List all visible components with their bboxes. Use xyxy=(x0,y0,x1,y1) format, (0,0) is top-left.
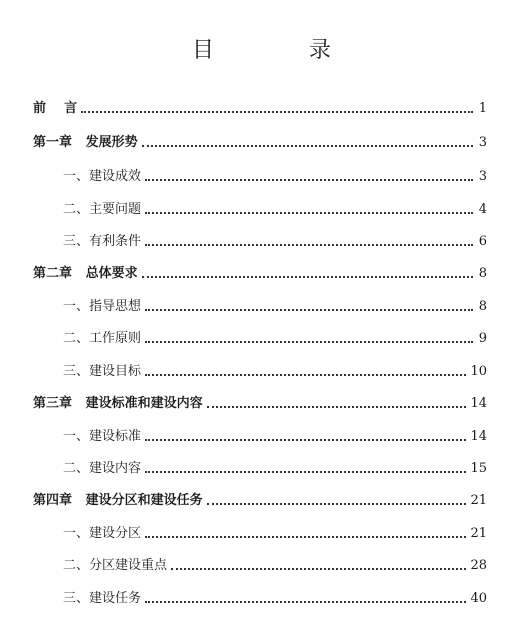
toc-leader-dots xyxy=(145,536,466,538)
toc-entry-page: 1 xyxy=(478,101,487,116)
toc-entry-title: 三、建设任务 xyxy=(63,591,142,606)
toc-entry[interactable] xyxy=(33,261,487,283)
toc-entry-title: 一、建设标准 xyxy=(63,429,142,444)
toc-entry[interactable] xyxy=(33,488,487,510)
toc-entry-page: 15 xyxy=(470,461,487,476)
toc-leader-dots xyxy=(145,471,466,473)
toc-entry-page: 4 xyxy=(478,202,487,217)
toc-entry[interactable] xyxy=(63,553,487,575)
toc-entry[interactable] xyxy=(63,326,487,348)
toc-leader-dots xyxy=(207,406,467,408)
toc-entry-page: 10 xyxy=(470,364,487,379)
toc-leader-dots xyxy=(145,341,473,343)
toc-entry-page: 3 xyxy=(478,135,487,150)
toc-entry[interactable] xyxy=(63,586,487,608)
toc-entry-title: 二、分区建设重点 xyxy=(63,558,168,573)
toc-entry-title: 三、有利条件 xyxy=(63,234,142,249)
toc-leader-dots xyxy=(81,111,473,113)
toc-entry-title: 二、建设内容 xyxy=(63,461,142,476)
toc-entry-page: 8 xyxy=(478,266,487,281)
toc-leader-dots xyxy=(142,276,473,278)
toc-entry-title: 一、指导思想 xyxy=(63,299,142,314)
toc-entry[interactable] xyxy=(33,391,487,413)
toc-entry-title: 三、建设目标 xyxy=(63,364,142,379)
toc-entry[interactable] xyxy=(63,197,487,219)
toc-entry-page: 21 xyxy=(470,526,487,541)
toc-entry[interactable] xyxy=(63,424,487,446)
toc-entry[interactable] xyxy=(33,96,487,118)
toc-entry-title: 前 言 xyxy=(33,101,78,116)
toc-entry-page: 21 xyxy=(470,493,487,508)
toc-leader-dots xyxy=(145,244,473,246)
toc-leader-dots xyxy=(145,309,473,311)
toc-entry[interactable] xyxy=(63,521,487,543)
toc-entry-page: 28 xyxy=(470,558,487,573)
toc-entry-title: 一、建设分区 xyxy=(63,526,142,541)
toc-entry-title: 二、主要问题 xyxy=(63,202,142,217)
toc-entry-page: 14 xyxy=(470,429,487,444)
toc-entry[interactable] xyxy=(63,294,487,316)
toc-entry[interactable] xyxy=(63,229,487,251)
toc-entry-title: 二、工作原则 xyxy=(63,331,142,346)
toc-entry-page: 3 xyxy=(478,169,487,184)
toc-entry[interactable] xyxy=(63,359,487,381)
toc-entry[interactable] xyxy=(33,130,487,152)
toc-entry-page: 14 xyxy=(470,396,487,411)
toc-entry-title: 第四章 建设分区和建设任务 xyxy=(33,493,203,508)
toc-entry-title: 第三章 建设标准和建设内容 xyxy=(33,396,203,411)
toc-entry-page: 6 xyxy=(478,234,487,249)
toc-leader-dots xyxy=(145,439,466,441)
toc-leader-dots xyxy=(207,503,467,505)
toc-leader-dots xyxy=(171,568,466,570)
toc-leader-dots xyxy=(145,212,473,214)
toc-entry-title: 第二章 总体要求 xyxy=(33,266,138,281)
toc-leader-dots xyxy=(145,601,466,603)
page-title: 目 录 xyxy=(192,38,375,63)
toc-entry[interactable] xyxy=(63,456,487,478)
toc-leader-dots xyxy=(145,374,466,376)
toc-leader-dots xyxy=(142,145,473,147)
toc-entry-title: 一、建设成效 xyxy=(63,169,142,184)
toc-leader-dots xyxy=(145,179,473,181)
toc-entry-title: 第一章 发展形势 xyxy=(33,135,138,150)
toc-entry[interactable] xyxy=(63,164,487,186)
toc-entry-page: 40 xyxy=(470,591,487,606)
toc-entry-page: 8 xyxy=(478,299,487,314)
toc-entry-page: 9 xyxy=(478,331,487,346)
